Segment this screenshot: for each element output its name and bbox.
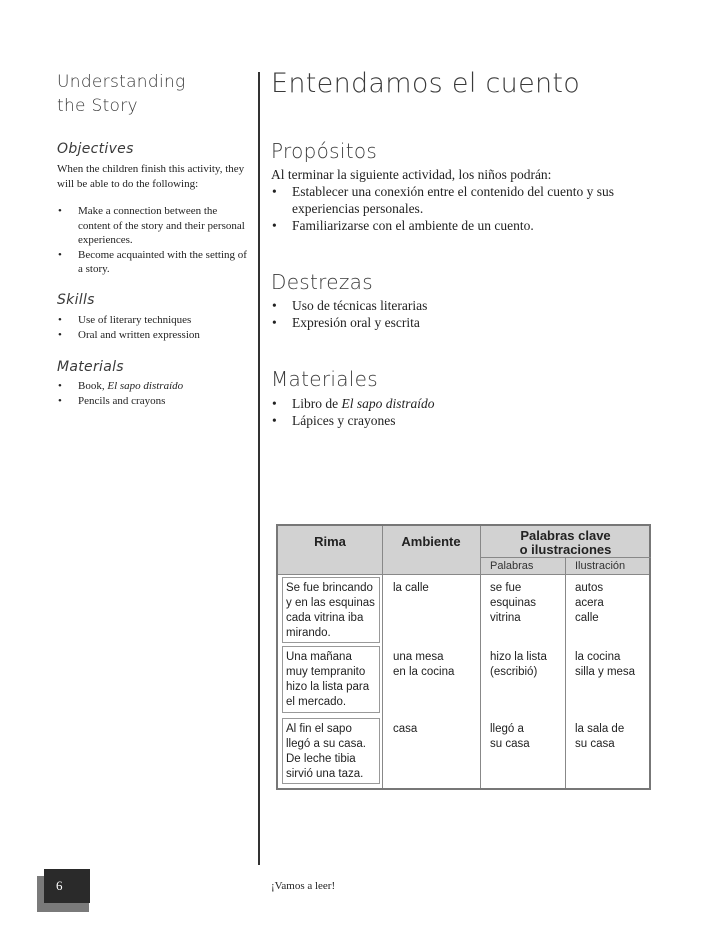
materiales-item-book [271,395,671,412]
rima-line: sirvió una taza. [286,768,364,780]
rima-line: Una mañana [286,651,352,663]
ilustracion-cell [575,650,635,680]
palabras-line: llegó a [490,723,524,735]
right-page-title: Entendamos el cuento [271,68,581,99]
propositos-heading: Propósitos [271,139,378,163]
materiales-heading: Materiales [271,367,378,391]
table-vline [565,557,566,788]
ambiente-cell [393,722,417,737]
palabras-line: hizo la lista [490,651,547,663]
table-vline [382,526,383,788]
rima-line: cada vitrina iba [286,612,364,624]
column-divider [258,72,260,865]
ambiente-line: casa [393,723,418,735]
header-rima: Rima [314,534,346,549]
palabras-line: su casa [490,738,530,750]
footer-book-title: ¡Vamos a leer! [271,880,336,892]
left-page-title [57,70,247,118]
rima-line: De leche tibia [286,753,356,765]
rima-cell [286,722,366,782]
rima-cell [286,581,375,641]
table-hline [278,574,649,575]
header-ambiente: Ambiente [401,534,461,549]
rima-line: muy tempranito [286,666,366,678]
ilustracion-line: calle [575,612,599,624]
objectives-list [57,204,247,277]
ilustracion-cell [575,722,624,752]
header-palabras-clave [480,529,651,557]
ilustracion-line: la sala de [575,723,625,735]
palabras-line: se fue [490,582,522,594]
destrezas-item: • Expresión oral y escrita [271,314,671,331]
rima-cell [286,650,369,710]
materiales-item: • Lápices y crayones [271,412,671,429]
header-palabras-clave-line-1: Palabras clave [520,528,611,543]
materials-book-prefix: Book, [78,380,105,392]
destrezas-heading: Destrezas [271,270,373,294]
header-ilustracion: Ilustración [575,560,626,572]
materiales-book-title: El sapo distraído [341,396,435,411]
objectives-item: • Become acquainted with the setting of a story. [57,248,247,277]
table-vline [480,526,481,788]
rima-line: hizo la lista para [286,681,370,693]
materials-book-title: El sapo distraído [107,380,184,392]
materiales-list [271,395,671,429]
objectives-item: • Make a connection between the content of the story and their personal experiences. [57,204,247,248]
skills-heading: Skills [57,292,95,308]
ilustracion-line: la cocina [575,651,621,663]
rima-line: y en las esquinas [286,597,375,609]
ilustracion-line: su casa [575,738,615,750]
ambiente-line: la calle [393,582,429,594]
destrezas-list [271,297,671,331]
page-number: 6 [44,869,90,903]
propositos-intro: Al terminar la siguiente actividad, los niños podrán: [271,167,552,182]
ambiente-line: en la cocina [393,666,455,678]
skills-list [57,313,247,342]
ambiente-cell [393,650,454,680]
palabras-line: vitrina [490,612,521,624]
rima-line: el mercado. [286,696,347,708]
rima-line: Al fin el sapo [286,723,352,735]
rima-line: mirando. [286,627,331,639]
materials-heading: Materials [57,359,124,375]
ambiente-cell [393,581,429,596]
objectives-heading: Objectives [57,141,134,157]
palabras-line: esquinas [490,597,537,609]
palabras-cell [490,722,530,752]
rhyme-table [276,524,651,790]
destrezas-item: • Uso de técnicas literarias [271,297,671,314]
skills-item: • Use of literary techniques [57,313,247,328]
objectives-intro: When the children finish this activity, they will be able to do the following: [57,163,245,190]
header-palabras-clave-line-2: o ilustraciones [519,542,612,557]
ilustracion-line: silla y mesa [575,666,636,678]
ambiente-line: una mesa [393,651,444,663]
propositos-list [271,183,671,234]
materials-item: • Pencils and crayons [57,394,247,409]
rima-line: Se fue brincando [286,582,373,594]
propositos-item: • Familiarizarse con el ambiente de un cuento. [271,217,671,234]
ilustracion-cell [575,581,604,626]
propositos-item: • Establecer una conexión entre el contenido del cuento y sus experiencias personales. [271,183,671,217]
palabras-cell [490,581,536,626]
rima-line: llegó a su casa. [286,738,366,750]
left-title-line-1: Understanding [57,72,186,92]
left-title-line-2: the Story [57,96,138,116]
materials-item-book [57,379,247,394]
skills-item: • Oral and written expression [57,328,247,343]
palabras-line: (escribió) [490,666,538,678]
materials-list [57,379,247,408]
palabras-cell [490,650,547,680]
ilustracion-line: autos [575,582,604,594]
materiales-book-prefix: Libro de [292,396,339,411]
header-palabras: Palabras [490,560,534,572]
ilustracion-line: acera [575,597,604,609]
